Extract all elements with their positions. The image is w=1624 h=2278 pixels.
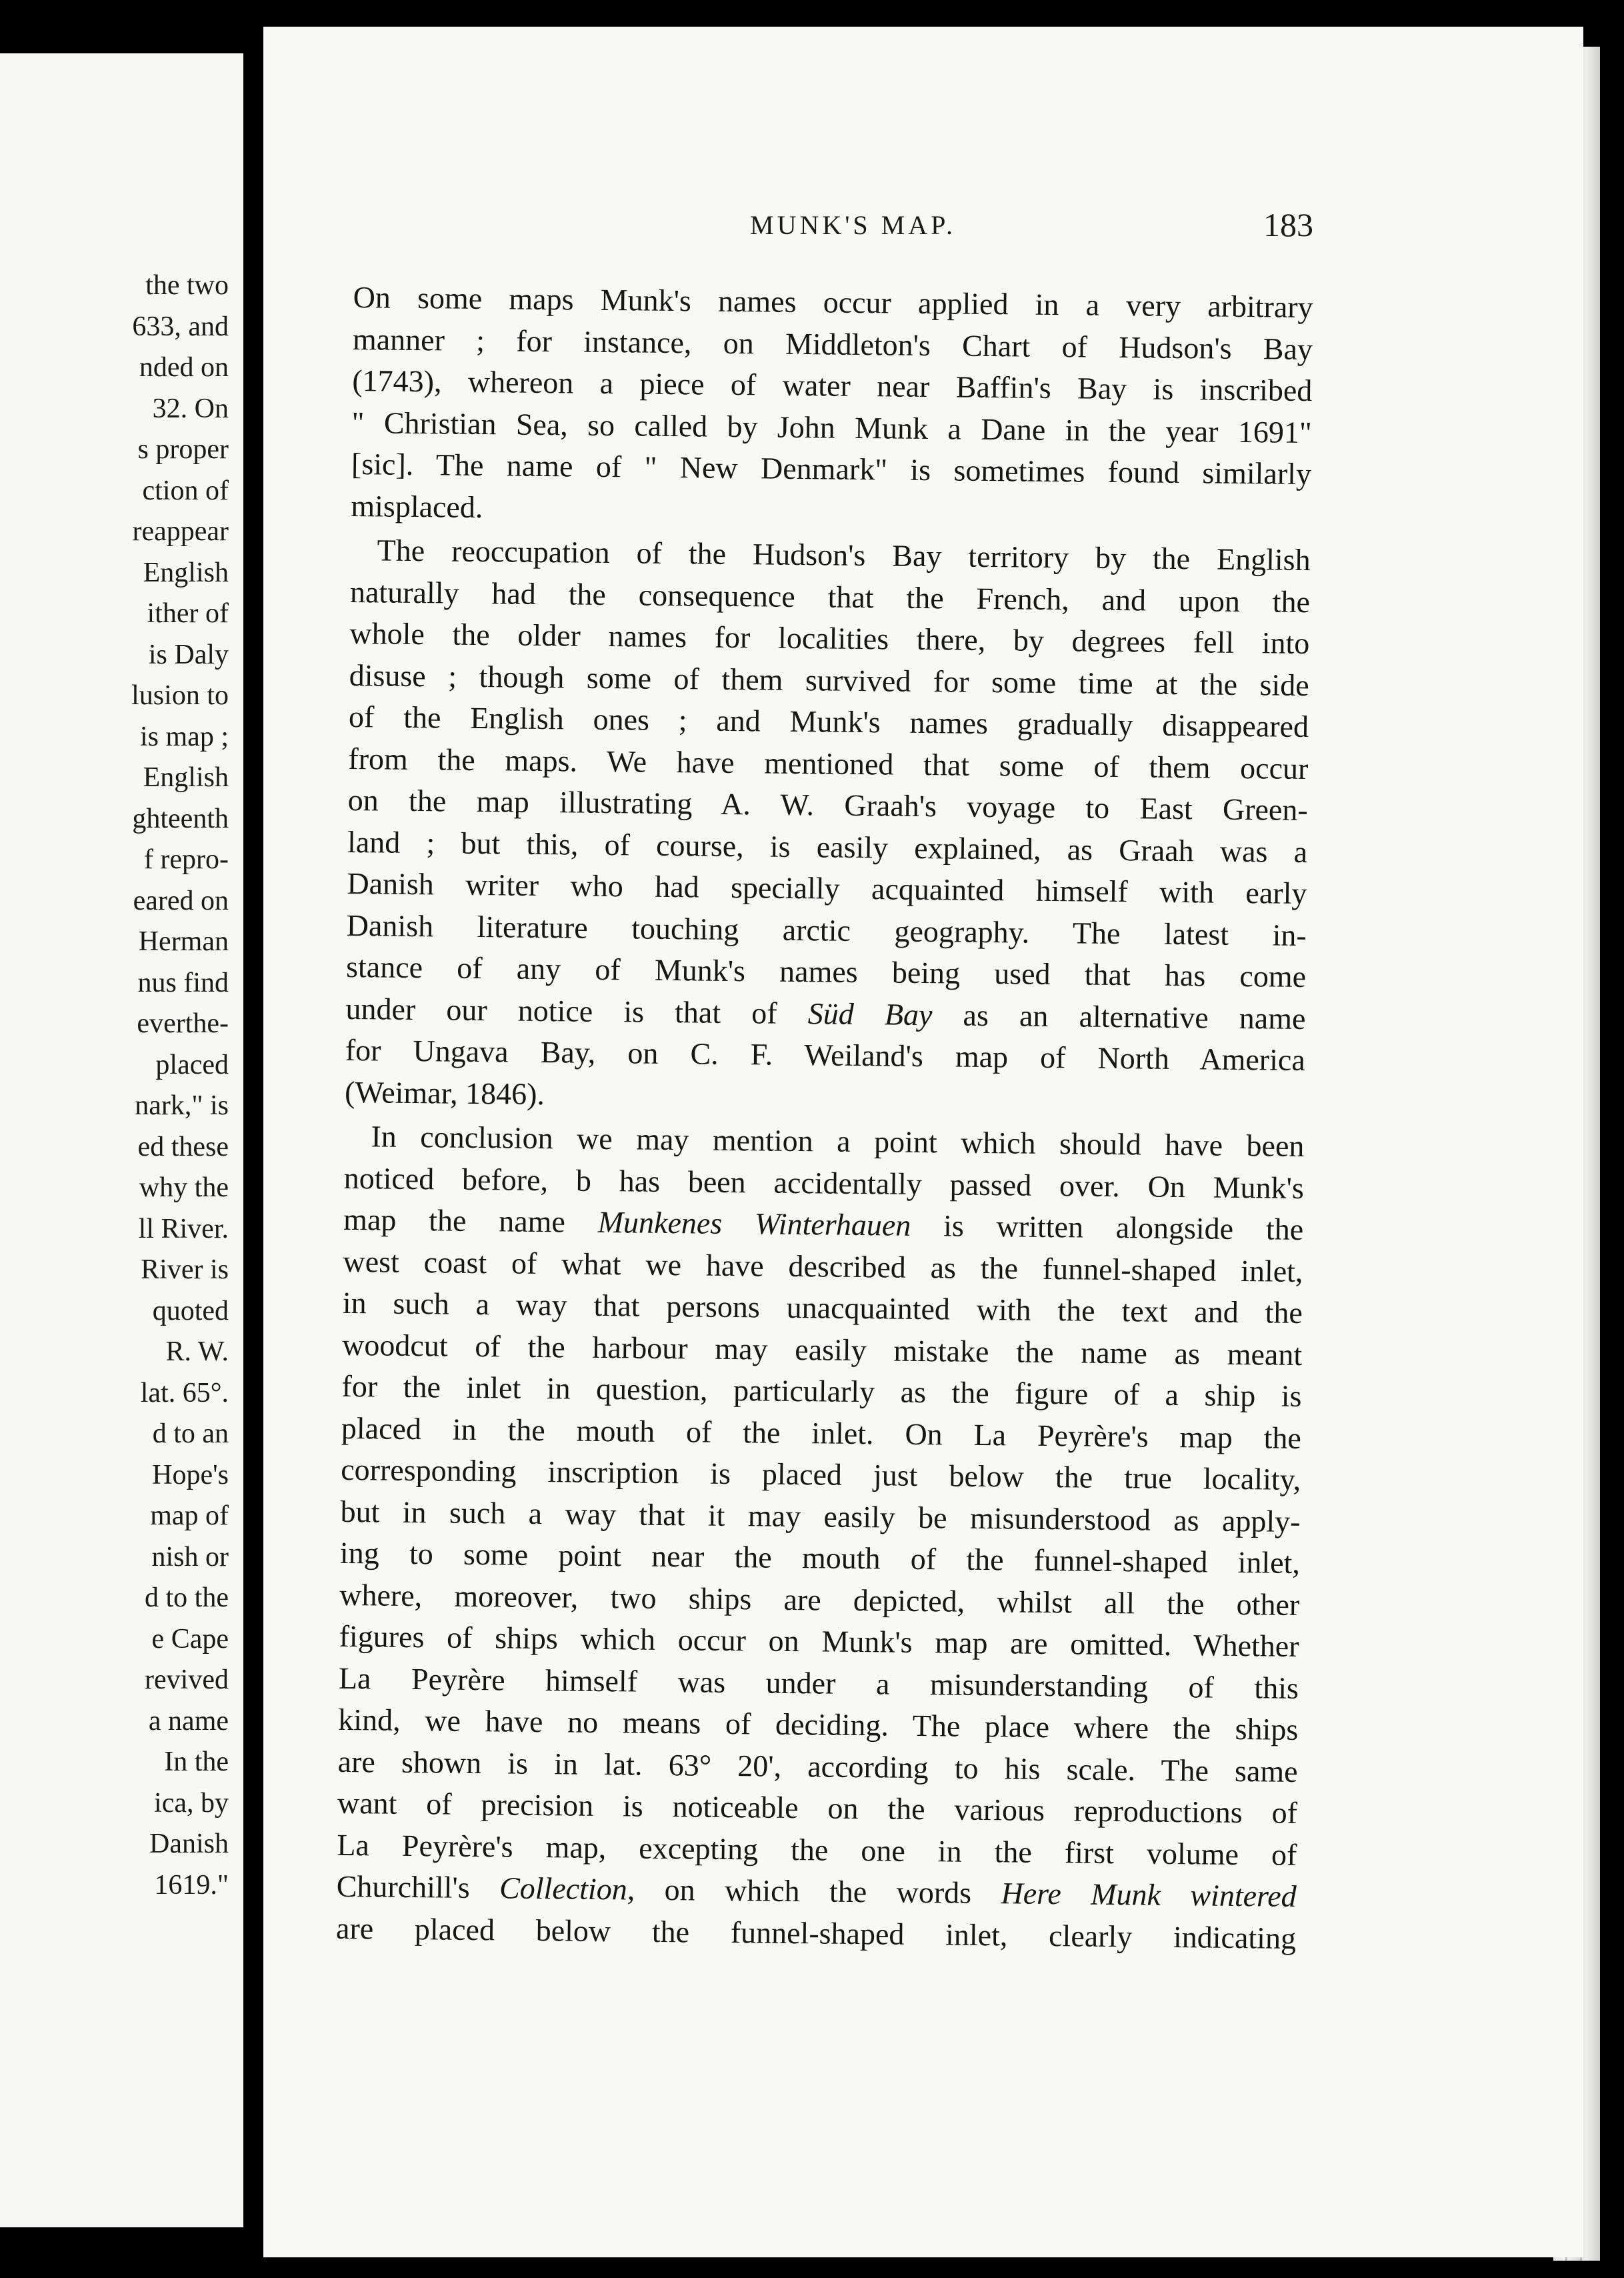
left-line: ither of [147, 598, 229, 629]
text-line: The reoccupation of the Hudson's Bay territory by the English [377, 533, 1311, 578]
text-line: disuse ; though some of them survived for some time at the side [349, 658, 1309, 702]
left-line: why the [139, 1172, 229, 1203]
left-line: everthe- [137, 1008, 229, 1039]
left-line: f repro- [143, 844, 229, 875]
text-segment: map the name [343, 1202, 566, 1239]
left-line: 633, and [132, 311, 229, 342]
text-line: In conclusion we may mention a point which should have been [371, 1119, 1305, 1164]
left-line: eared on [133, 885, 229, 916]
text-line: from the maps. We have mentioned that some of them occur [348, 741, 1309, 786]
text-line: want of precision is noticeable on the various reproductions of [337, 1785, 1298, 1830]
left-line: is map ; [140, 721, 229, 752]
text-line: (1743), whereon a piece of water near Baffin's Bay is inscribed [352, 363, 1313, 408]
left-line: Herman [138, 926, 229, 957]
left-line: nish or [151, 1541, 229, 1572]
text-line: land ; but this, of course, is easily explained, as Graah was a [347, 824, 1308, 869]
italic-title: Collection, [499, 1871, 635, 1907]
text-line: of the English ones ; and Munk's names gradually disappeared [348, 699, 1309, 744]
running-head [263, 205, 1583, 252]
text-line: stance of any of Munk's names being used that has come [345, 949, 1307, 994]
left-line: English [143, 557, 229, 588]
left-line: lusion to [131, 680, 229, 711]
left-facing-page [0, 53, 243, 2227]
text-line: placed in the mouth of the inlet. On La Peyrère's map the [341, 1410, 1302, 1455]
running-title: MUNK'S MAP. [750, 210, 956, 240]
left-line: map of [150, 1500, 229, 1531]
text-line: " Christian Sea, so called by John Munk a Dane in the year 1691" [351, 405, 1312, 449]
text-line: for Ungava Bay, on C. F. Weiland's map of North America [345, 1032, 1306, 1078]
text-line: in such a way that persons unacquainted with the text and the [342, 1285, 1303, 1330]
text-line: La Peyrère himself was under a misunderstanding of this [338, 1660, 1299, 1705]
text-line: where, moreover, two ships are depicted, whilst all the other [339, 1577, 1300, 1622]
left-page-text-fragments [0, 265, 229, 1906]
left-line: English [143, 762, 229, 793]
text-line: Danish writer who had specially acquainted himself with early [347, 866, 1307, 911]
left-line: quoted [152, 1295, 229, 1326]
left-line: placed [155, 1049, 229, 1080]
left-line: Hope's [152, 1459, 229, 1490]
text-line: are shown is in lat. 63° 20', according to his scale. The same [337, 1744, 1298, 1789]
italic-place-name: Süd Bay [807, 996, 933, 1032]
text-line: noticed before, b has been accidentally passed over. On Munk's [343, 1160, 1305, 1205]
text-line: whole the older names for localities there, by degrees fell into [349, 616, 1310, 661]
left-line: ction of [142, 475, 229, 506]
right-main-page [263, 27, 1583, 2257]
left-line: lat. 65°. [140, 1377, 229, 1408]
text-segment: under our notice is that of [345, 991, 777, 1030]
text-line: on the map illustrating A. W. Graah's voyage to East Green- [347, 782, 1308, 828]
left-line: In the [164, 1747, 229, 1777]
text-segment: on which the words [664, 1873, 972, 1910]
left-line: River is [141, 1254, 229, 1285]
text-line: are placed below the funnel-shaped inlet, clearly indicating [335, 1911, 1297, 1955]
text-line: manner ; for instance, on Middleton's Chart of Hudson's Bay [352, 321, 1313, 366]
left-line: d to an [152, 1418, 229, 1449]
text-line: On some maps Munk's names occur applied in a very arbitrary [353, 279, 1313, 325]
left-line: R. W. [165, 1336, 229, 1367]
text-line: west coast of what we have described as the funnel-shaped inlet, [343, 1244, 1303, 1288]
text-line: misplaced. [351, 488, 483, 524]
left-line: d to the [145, 1582, 229, 1613]
left-line: ghteenth [132, 803, 229, 834]
left-line: nus find [137, 967, 229, 998]
body-text [336, 277, 1313, 1959]
book-gutter [243, 0, 263, 2278]
text-line: corresponding inscription is placed just below the true locality, [341, 1452, 1301, 1496]
left-line: a name [148, 1705, 229, 1737]
text-line: ing to some point near the mouth of the funnel-shaped inlet, [339, 1535, 1301, 1580]
text-line: Danish literature touching arctic geography. The latest in- [346, 908, 1307, 952]
text-line: [sic]. The name of " New Denmark" is sometimes found similarly [351, 446, 1312, 491]
left-line: the two [145, 270, 229, 301]
text-line: for the inlet in question, particularly as the figure of a ship is [341, 1368, 1302, 1413]
left-line: revived [145, 1664, 229, 1695]
left-line: s proper [137, 434, 229, 465]
text-line: naturally had the consequence that the French, and upon the [349, 574, 1311, 619]
left-line: nark," is [135, 1090, 229, 1121]
text-segment: Churchill's [336, 1869, 470, 1905]
left-line: e Cape [151, 1623, 229, 1654]
text-line: La Peyrère's map, excepting the one in the first volume of [337, 1827, 1297, 1872]
text-line: kind, we have no means of deciding. The place where the ships [338, 1702, 1299, 1747]
left-line: Danish [149, 1829, 229, 1859]
left-line: 32. On [152, 393, 229, 424]
left-line: 1619." [154, 1869, 229, 1901]
text-line: figures of ships which occur on Munk's map are omitted. Whether [339, 1618, 1299, 1663]
page-number: 183 [1263, 206, 1313, 243]
left-line: ll River. [138, 1213, 229, 1244]
left-line: is Daly [148, 639, 229, 670]
text-line: (Weimar, 1846). [344, 1074, 545, 1111]
left-line: ed these [137, 1131, 229, 1162]
text-line: woodcut of the harbour may easily mistake the name as meant [341, 1327, 1303, 1372]
text-segment: is written alongside the [943, 1208, 1304, 1247]
left-line: ica, by [154, 1787, 229, 1819]
text-segment: as an alternative name [963, 998, 1306, 1036]
text-line: but in such a way that it may easily be misunderstood as apply- [340, 1494, 1301, 1538]
left-line: reappear [132, 516, 229, 547]
left-line: nded on [139, 352, 229, 383]
italic-place-name: Munkenes Winterhauen [597, 1204, 911, 1242]
italic-quotation: Here Munk wintered [1001, 1876, 1297, 1913]
